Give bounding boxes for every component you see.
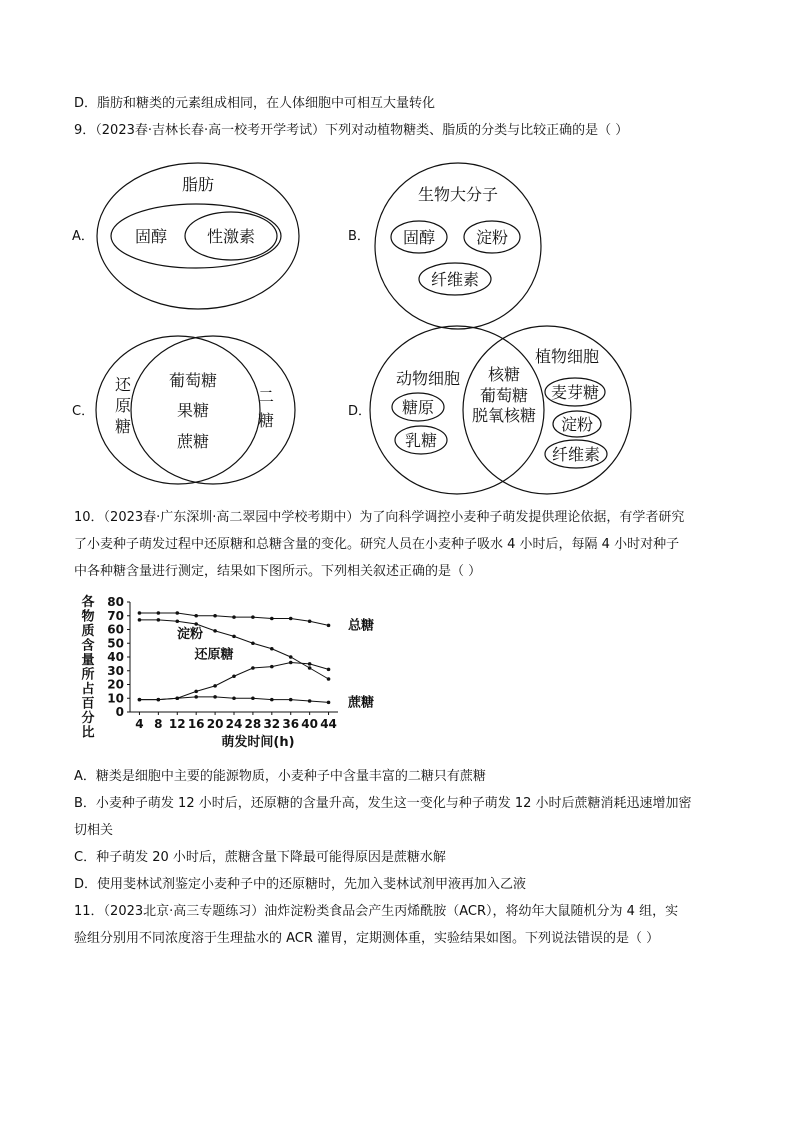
x-tick-label: 16 bbox=[187, 717, 205, 731]
x-tick-label: 12 bbox=[168, 717, 186, 731]
y-ticks bbox=[107, 595, 130, 719]
label-sucrose-c: 蔗糖 bbox=[176, 432, 210, 451]
data-point bbox=[194, 695, 198, 699]
label-glycogen: 糖原 bbox=[401, 398, 435, 417]
data-point bbox=[289, 698, 293, 702]
data-point bbox=[157, 618, 161, 622]
label-reducing-3: 糖 bbox=[114, 417, 132, 436]
data-point bbox=[270, 665, 274, 669]
label-starch-b: 淀粉 bbox=[475, 228, 509, 247]
sugar-content-chart bbox=[80, 592, 380, 760]
data-point bbox=[308, 666, 312, 670]
y-axis-label-char: 所 bbox=[81, 667, 95, 683]
data-point bbox=[308, 662, 312, 666]
label-reducing-1: 还 bbox=[114, 375, 132, 394]
series-line-2 bbox=[139, 663, 328, 700]
q9-stem: 9．（2023春·吉林长春·高一校考开学考试）下列对动植物糖类、脂质的分类与比较正确的是（ ） bbox=[74, 123, 629, 138]
q10-stem-line1: 10．（2023春·广东深圳·高二翠园中学校考期中）为了向科学调控小麦种子萌发提供理论依据，有学者研究 bbox=[74, 510, 685, 525]
data-point bbox=[157, 698, 161, 702]
x-tick-label: 32 bbox=[263, 717, 281, 731]
x-tick-label: 8 bbox=[154, 717, 163, 731]
x-tick-label: 28 bbox=[244, 717, 262, 731]
data-point bbox=[175, 611, 179, 615]
label-lactose: 乳糖 bbox=[404, 431, 438, 450]
y-axis-label-char: 量 bbox=[81, 653, 95, 668]
data-point bbox=[157, 611, 161, 615]
label-cellulose-d: 纤维素 bbox=[551, 445, 601, 464]
y-tick-label: 30 bbox=[107, 663, 124, 678]
q10-option-b-line1: B．小麦种子萌发 12 小时后，还原糖的含量升高，发生这一变化与种子萌发 12 小时后蔗糖消耗迅速增加密 bbox=[74, 796, 692, 811]
q10-option-d: D．使用斐林试剂鉴定小麦种子中的还原糖时，先加入斐林试剂甲液再加入乙液 bbox=[74, 877, 527, 892]
series-label: 淀粉 bbox=[176, 626, 204, 642]
label-maltose: 麦芽糖 bbox=[550, 383, 600, 402]
data-point bbox=[289, 661, 293, 665]
label-cellulose-b: 纤维素 bbox=[430, 270, 480, 289]
data-point bbox=[327, 677, 331, 681]
q10-option-a: A．糖类是细胞中主要的能源物质，小麦种子中含量丰富的二糖只有蔗糖 bbox=[74, 769, 486, 784]
data-point bbox=[194, 614, 198, 618]
series-line-0 bbox=[139, 613, 328, 625]
x-ticks bbox=[135, 712, 337, 731]
option-a-letter: A． bbox=[72, 229, 94, 244]
data-point bbox=[175, 619, 179, 623]
data-point bbox=[138, 618, 142, 622]
q8-option-d: D．脂肪和糖类的元素组成相同，在人体细胞中可相互大量转化 bbox=[74, 96, 436, 111]
data-point bbox=[194, 622, 198, 626]
data-point bbox=[327, 701, 331, 705]
data-point bbox=[251, 641, 255, 645]
label-reducing-2: 原 bbox=[114, 396, 132, 415]
option-b-letter: B． bbox=[348, 229, 370, 244]
label-fat: 脂肪 bbox=[181, 175, 215, 194]
label-disacch-2: 糖 bbox=[257, 411, 275, 430]
data-point bbox=[213, 629, 217, 633]
series-label: 蔗糖 bbox=[348, 695, 375, 711]
data-point bbox=[175, 696, 179, 700]
data-point bbox=[308, 699, 312, 703]
data-point bbox=[213, 695, 217, 699]
data-point bbox=[232, 696, 236, 700]
label-disacch-1: 二 bbox=[257, 387, 275, 406]
y-tick-label: 70 bbox=[107, 608, 124, 623]
label-animal-cell: 动物细胞 bbox=[395, 369, 461, 388]
series-label: 总糖 bbox=[348, 618, 375, 634]
q11-stem-line1: 11．（2023北京·高三专题练习）油炸淀粉类食品会产生丙烯酰胺（ACR），将幼年大鼠随机分为 4 组，实 bbox=[74, 904, 679, 919]
y-axis-label bbox=[81, 594, 95, 741]
y-tick-label: 40 bbox=[107, 650, 124, 664]
y-axis-label-char: 百 bbox=[81, 696, 95, 712]
label-sterol: 固醇 bbox=[134, 227, 168, 246]
data-point bbox=[232, 674, 236, 678]
data-point bbox=[213, 614, 217, 618]
q10-stem-line3: 中各种糖含量进行测定，结果如下图所示。下列相关叙述正确的是（ ） bbox=[74, 564, 482, 579]
data-point bbox=[251, 615, 255, 619]
data-point bbox=[213, 684, 217, 688]
y-tick-label: 0 bbox=[115, 705, 124, 719]
x-tick-label: 40 bbox=[301, 717, 318, 731]
y-axis-label-char: 比 bbox=[81, 725, 95, 741]
data-point bbox=[232, 635, 236, 639]
y-axis-label-char: 质 bbox=[81, 624, 95, 639]
label-deoxyribose: 脱氧核糖 bbox=[471, 406, 537, 425]
y-axis-label-char: 物 bbox=[81, 609, 95, 625]
y-axis-label-char: 占 bbox=[81, 682, 95, 697]
label-fructose-c: 果糖 bbox=[176, 401, 210, 420]
ellipse-disaccharide bbox=[131, 336, 295, 484]
label-macromolecule: 生物大分子 bbox=[417, 185, 499, 204]
series-line-1 bbox=[139, 620, 328, 679]
label-glucose-c: 葡萄糖 bbox=[168, 371, 218, 390]
x-tick-label: 20 bbox=[206, 717, 224, 731]
diagram-c bbox=[96, 336, 295, 484]
x-tick-label: 4 bbox=[135, 717, 144, 731]
y-tick-label: 10 bbox=[107, 691, 124, 706]
x-tick-label: 24 bbox=[225, 717, 243, 731]
y-tick-label: 50 bbox=[107, 636, 124, 651]
diagram-b bbox=[375, 163, 541, 329]
y-tick-label: 60 bbox=[107, 622, 124, 637]
y-tick-label: 80 bbox=[107, 595, 124, 609]
label-ribose: 核糖 bbox=[487, 365, 521, 384]
data-point bbox=[327, 624, 331, 628]
x-axis-label: 萌发时间(h) bbox=[221, 735, 295, 750]
y-axis-label-char: 各 bbox=[81, 595, 95, 610]
x-tick-label: 44 bbox=[320, 717, 337, 731]
data-point bbox=[289, 655, 293, 659]
label-glucose-d: 葡萄糖 bbox=[479, 386, 529, 405]
label-sex-hormone: 性激素 bbox=[206, 227, 256, 246]
series bbox=[138, 611, 374, 710]
y-axis-label-char: 分 bbox=[81, 711, 95, 726]
data-point bbox=[308, 619, 312, 623]
label-sterol-b: 固醇 bbox=[402, 228, 436, 247]
data-point bbox=[251, 666, 255, 670]
q10-option-c: C．种子萌发 20 小时后，蔗糖含量下降最可能得原因是蔗糖水解 bbox=[74, 850, 446, 865]
data-point bbox=[138, 698, 142, 702]
data-point bbox=[138, 611, 142, 615]
q10-option-b-line2: 切相关 bbox=[74, 823, 114, 838]
label-starch-d: 淀粉 bbox=[560, 415, 594, 434]
data-point bbox=[289, 617, 293, 621]
data-point bbox=[232, 615, 236, 619]
option-c-letter: C． bbox=[72, 404, 95, 419]
q9-diagrams bbox=[0, 150, 794, 500]
y-axis-label-char: 含 bbox=[81, 638, 95, 654]
diagram-d bbox=[370, 326, 631, 494]
option-d-letter: D． bbox=[348, 404, 372, 419]
label-plant-cell: 植物细胞 bbox=[534, 347, 600, 366]
data-point bbox=[270, 698, 274, 702]
y-tick-label: 20 bbox=[107, 677, 124, 692]
data-point bbox=[270, 617, 274, 621]
series-label: 还原糖 bbox=[194, 647, 234, 663]
data-point bbox=[327, 668, 331, 672]
q10-stem-line2: 了小麦种子萌发过程中还原糖和总糖含量的变化。研究人员在小麦种子吸水 4 小时后，每隔 4 小时对种子 bbox=[74, 537, 680, 552]
data-point bbox=[251, 696, 255, 700]
data-point bbox=[270, 647, 274, 651]
data-point bbox=[194, 690, 198, 694]
q11-stem-line2: 验组分别用不同浓度溶于生理盐水的 ACR 灌胃，定期测体重，实验结果如图。下列说法错误的是（ ） bbox=[74, 931, 660, 946]
diagram-a bbox=[97, 163, 299, 309]
x-tick-label: 36 bbox=[282, 717, 300, 731]
